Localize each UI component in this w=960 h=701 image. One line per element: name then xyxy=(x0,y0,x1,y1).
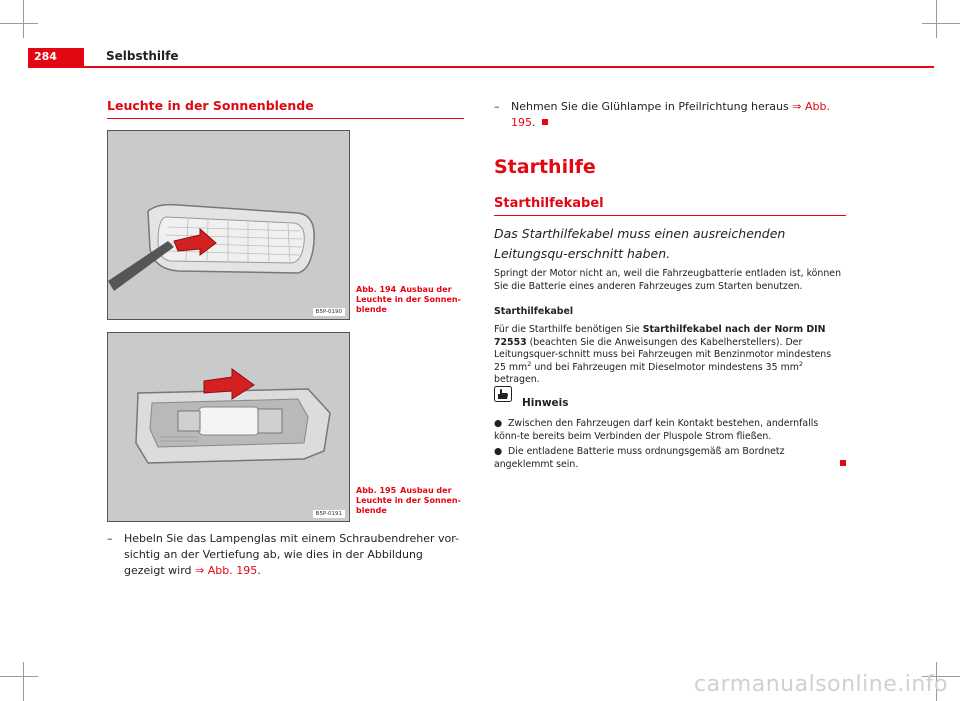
section-title: Leuchte in der Sonnenblende xyxy=(107,98,464,119)
figure-194-caption xyxy=(356,285,462,315)
bullet-text: Zwischen den Fahrzeugen darf kein Kontakt bestehen, andernfalls könn-te bereits beim Verbinden der Pluspole Strom fließen. xyxy=(494,418,819,442)
page-number: 284 xyxy=(28,48,84,66)
step-dash: – xyxy=(107,532,113,545)
step-text: Nehmen Sie die Glühlampe in Pfeilrichtung heraus xyxy=(511,100,789,113)
superscript: 2 xyxy=(798,359,803,368)
intro-paragraph: Springt der Motor nicht an, weil die Fahrzeugbatterie entladen ist, können Sie die Batterie eines anderen Fahrzeuges zum Starten benutzen. xyxy=(494,268,842,292)
crop-mark xyxy=(0,676,38,677)
figure-195 xyxy=(107,332,350,522)
end-marker xyxy=(840,460,846,466)
header-rule xyxy=(28,66,934,68)
step-dash: – xyxy=(494,100,500,113)
cable-text: betragen. xyxy=(494,374,540,385)
cable-heading: Starthilfekabel xyxy=(494,306,574,317)
note-bullet xyxy=(494,446,846,471)
header-title: Selbsthilfe xyxy=(106,49,179,63)
chapter-title: Starthilfe xyxy=(494,156,596,178)
caption-number: Abb. 195 xyxy=(356,486,397,495)
left-column xyxy=(107,98,464,119)
end-marker xyxy=(542,119,548,125)
watermark: carmanualsonline.info xyxy=(694,672,948,697)
step-end: . xyxy=(257,564,261,577)
note-title: Hinweis xyxy=(522,397,569,409)
step-pry-lens xyxy=(107,531,464,579)
caption-text: Ausbau der Leuchte in der Sonnen-blende xyxy=(356,285,461,314)
note-bullet xyxy=(494,418,846,443)
figure-link[interactable]: ⇒ Abb. 195 xyxy=(511,100,830,129)
step-remove-bulb xyxy=(494,99,854,131)
crop-mark xyxy=(23,662,24,701)
figure-195-caption xyxy=(356,486,462,516)
cable-text: und bei Fahrzeugen mit Dieselmotor mindestens 35 mm xyxy=(534,361,799,373)
bullet-icon: ● xyxy=(494,446,503,457)
crop-mark xyxy=(922,23,960,24)
figure-194 xyxy=(107,130,350,320)
bullet-text: Die entladene Batterie muss ordnungsgemäß am Bordnetz angeklemmt sein. xyxy=(494,446,785,470)
superscript: 2 xyxy=(527,359,532,368)
crop-mark xyxy=(936,0,937,38)
lead-text: Das Starthilfekabel muss einen ausreichenden Leitungsqu-erschnitt haben. xyxy=(494,226,786,261)
bullet-icon: ● xyxy=(494,418,503,429)
figure-code: B5P-0191 xyxy=(313,510,345,518)
step-end: . xyxy=(532,116,536,129)
note-hand-icon xyxy=(494,386,512,402)
figure-link[interactable]: ⇒ Abb. 195 xyxy=(195,564,258,577)
crop-mark xyxy=(0,23,38,24)
bulb-removal-illustration xyxy=(108,333,350,522)
section-title: Starthilfekabel xyxy=(494,196,846,216)
cable-paragraph xyxy=(494,324,846,387)
cable-text: Für die Starthilfe benötigen Sie xyxy=(494,324,640,335)
crop-mark xyxy=(23,0,24,38)
sun-visor-lamp-illustration xyxy=(108,131,350,320)
caption-text: Ausbau der Leuchte in der Sonnen-blende xyxy=(356,486,461,515)
step-text: Hebeln Sie das Lampenglas mit einem Schraubendreher vor-sichtig an der Vertiefung ab, wie dies in der Abbildung gezeigt wird xyxy=(124,532,460,577)
cable-text: (beachten Sie die Anweisungen des Kabelherstellers). Der Leitungsquer-schnitt muss bei Fahrzeugen mit Benzinmotor mindestens 25 mm xyxy=(494,336,832,373)
figure-code: B5P-0190 xyxy=(313,308,345,316)
cable-norm: Starthilfekabel nach der Norm DIN 72553 xyxy=(494,324,826,348)
caption-number: Abb. 194 xyxy=(356,285,397,294)
